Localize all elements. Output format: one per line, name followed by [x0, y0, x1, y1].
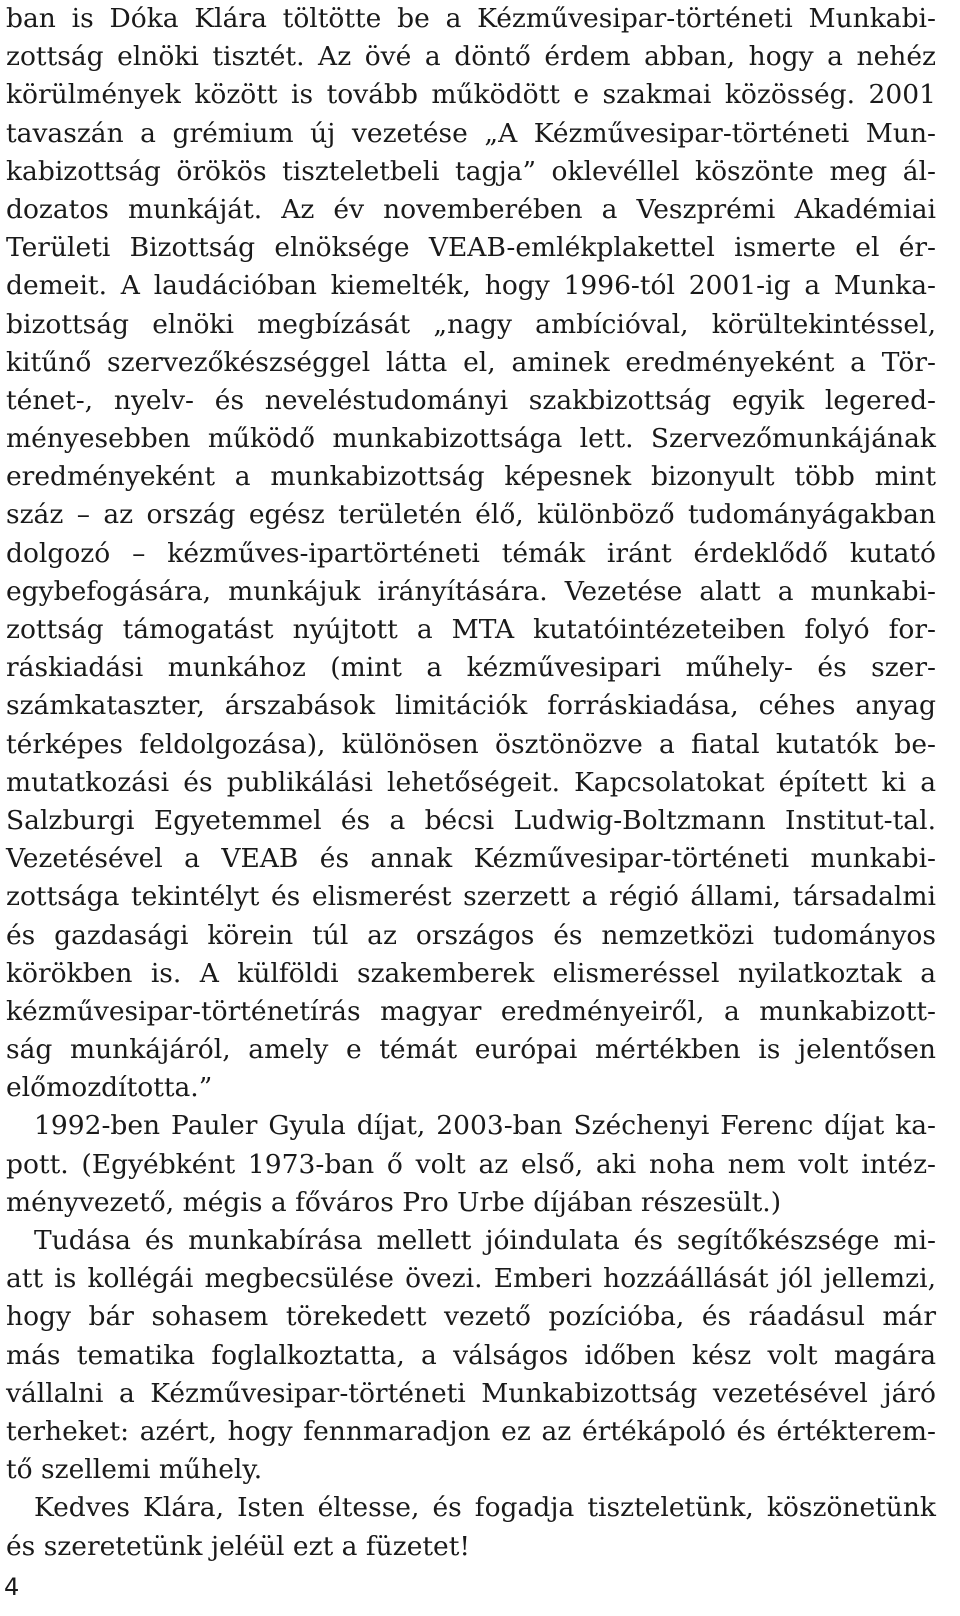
text-line: kézművesipar-történetírás magyar eredményeiről, a munkabizott-: [6, 995, 936, 1027]
text-line: Vezetésével a VEAB és annak Kézművesipar-történeti munkabi-: [6, 843, 936, 875]
text-line: és szeretetünk jeléül ezt a füzetet!: [6, 1530, 471, 1562]
text-line: Salzburgi Egyetemmel és a bécsi Ludwig-Boltzmann Institut-tal.: [6, 804, 936, 836]
text-line: zottság támogatást nyújtott a MTA kutatóintézeteiben folyó for-: [6, 614, 936, 645]
text-line: Területi Bizottság elnöksége VEAB-emlékplakettel ismerte el ér-: [6, 232, 936, 264]
text-line: hogy bár sohasem törekedett vezető pozícióba, és ráadásul már: [6, 1301, 936, 1333]
text-line: egybefogására, munkájuk irányítására. Vezetése alatt a munkabi-: [6, 575, 936, 607]
text-line: ban is Dóka Klára töltötte be a Kézművesipar-történeti Munkabi-: [6, 3, 936, 34]
text-line: száz – az ország egész területén élő, különböző tudományágakban: [6, 499, 936, 531]
text-line: ményesebben működő munkabizottsága lett. Szervezőmunkájának: [6, 423, 936, 455]
text-line: tő szellemi műhely.: [6, 1454, 263, 1486]
text-line: tavaszán a grémium új vezetése „A Kézművesipar-történeti Mun-: [6, 117, 936, 149]
text-line: ményvezető, mégis a főváros Pro Urbe díjában részesült.): [6, 1186, 782, 1218]
text-line: terheket: azért, hogy fennmaradjon ez az értékápoló és értékterem-: [6, 1415, 936, 1447]
text-line: ság munkájáról, amely e témát európai mértékben is jelentősen: [6, 1034, 936, 1066]
text-line: pott. (Egyébként 1973-ban ő volt az első, aki noha nem volt intéz-: [6, 1148, 936, 1180]
text-line: számkataszter, árszabások limitációk forráskiadása, céhes anyag: [6, 690, 936, 722]
text-line: dolgozó – kézműves-ipartörténeti témák iránt érdeklődő kutató: [6, 537, 936, 569]
text-line: kabizottság örökös tiszteletbeli tagja” oklevéllel köszönte meg ál-: [6, 155, 936, 187]
text-line: Tudása és munkabírása mellett jóindulata és segítőkészsége mi-: [34, 1225, 936, 1256]
text-line: ráskiadási munkához (mint a kézművesipari műhely- és szer-: [6, 652, 936, 684]
paragraph-veab: [6, 0, 936, 1107]
text-line: 1992-ben Pauler Gyula díjat, 2003-ban Széchenyi Ferenc díjat ka-: [34, 1110, 936, 1142]
text-line: mutatkozási és publikálási lehetőségeit. Kapcsolatokat épített ki a: [6, 766, 936, 798]
paragraph-character: [6, 1222, 936, 1489]
document-page: [6, 0, 936, 1566]
text-line: zottság elnöki tisztét. Az övé a döntő érdem abban, hogy a nehéz: [6, 41, 936, 73]
text-line: kitűnő szervezőkészséggel látta el, aminek eredményeként a Tör-: [6, 346, 936, 378]
text-line: vállalni a Kézművesipar-történeti Munkabizottság vezetésével járó: [6, 1377, 936, 1409]
text-line: körülmények között is tovább működött e szakmai közösség. 2001: [6, 79, 936, 111]
text-line: Kedves Klára, Isten éltesse, és fogadja tiszteletünk, köszönetünk: [34, 1492, 936, 1524]
page-number: 4: [4, 1573, 20, 1601]
text-line: att is kollégái megbecsülése övezi. Emberi hozzáállását jól jellemzi,: [6, 1263, 936, 1295]
text-line: ténet-, nyelv- és neveléstudományi szakbizottság egyik legered-: [6, 384, 936, 416]
text-line: előmozdította.”: [6, 1072, 213, 1104]
text-line: zottsága tekintélyt és elismerést szerzett a régió állami, társadalmi: [6, 881, 936, 913]
paragraph-dedication: [6, 1489, 936, 1565]
text-line: dozatos munkáját. Az év novemberében a Veszprémi Akadémiai: [6, 193, 936, 225]
text-line: bizottság elnöki megbízását „nagy ambícióval, körültekintéssel,: [6, 308, 936, 340]
text-line: és gazdasági körein túl az országos és nemzetközi tudományos: [6, 919, 936, 951]
text-line: körökben is. A külföldi szakemberek elismeréssel nyilatkoztak a: [6, 957, 936, 989]
text-line: demeit. A laudációban kiemelték, hogy 1996-tól 2001-ig a Munka-: [6, 270, 936, 302]
paragraph-awards: [6, 1107, 936, 1222]
text-line: térképes feldolgozása), különösen ösztönözve a fiatal kutatók be-: [6, 728, 936, 760]
text-line: más tematika foglalkoztatta, a válságos időben kész volt magára: [6, 1339, 936, 1371]
text-line: eredményeként a munkabizottság képesnek bizonyult több mint: [6, 461, 936, 493]
